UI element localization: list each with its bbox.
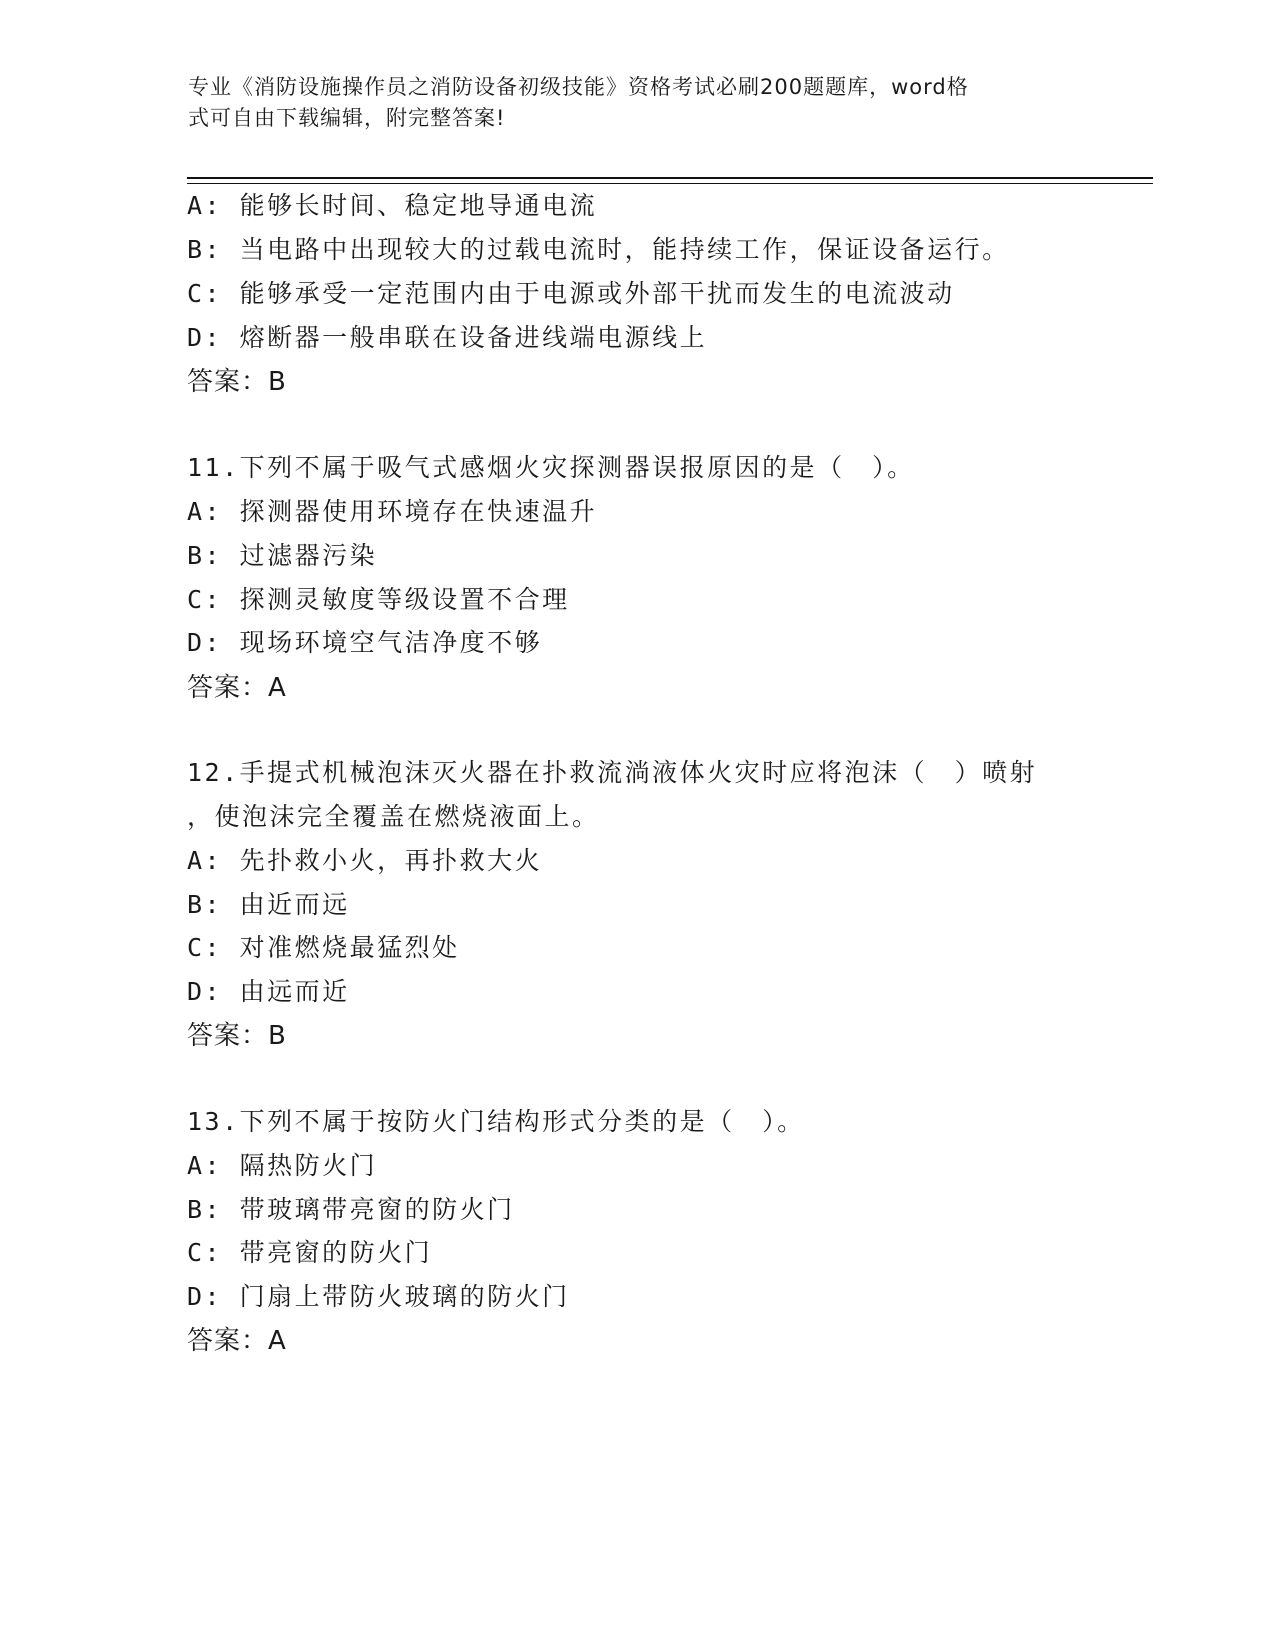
header-divider-thick bbox=[187, 177, 1153, 179]
q12-option-a: A: 先扑救小火，再扑救大火 bbox=[187, 846, 543, 875]
q13-option-a: A: 隔热防火门 bbox=[187, 1151, 378, 1180]
q10-option-d: D: 熔断器一般串联在设备进线端电源线上 bbox=[187, 323, 708, 352]
q10-option-c: C: 能够承受一定范围内由于电源或外部干扰而发生的电流波动 bbox=[187, 279, 955, 308]
q10-answer: 答案：B bbox=[187, 367, 287, 397]
q10-option-b: B: 当电路中出现较大的过载电流时，能持续工作，保证设备运行。 bbox=[187, 235, 1010, 264]
q12-option-b: B: 由近而远 bbox=[187, 890, 350, 919]
q12-stem-line-2: ，使泡沫完全覆盖在燃烧液面上。 bbox=[187, 802, 600, 831]
q12-option-d: D: 由远而近 bbox=[187, 977, 350, 1006]
document-header bbox=[188, 72, 1068, 134]
q13-option-b: B: 带玻璃带亮窗的防火门 bbox=[187, 1195, 515, 1224]
q11-option-d: D: 现场环境空气洁净度不够 bbox=[187, 628, 543, 657]
q12-stem-line-1: 12.手提式机械泡沫灭火器在扑救流淌液体火灾时应将泡沫（ ）喷射 bbox=[187, 758, 1038, 787]
q11-option-b: B: 过滤器污染 bbox=[187, 541, 378, 570]
q13-stem: 13.下列不属于按防火门结构形式分类的是（ ）。 bbox=[187, 1107, 805, 1136]
q13-option-c: C: 带亮窗的防火门 bbox=[187, 1238, 433, 1267]
q13-answer: 答案：A bbox=[187, 1326, 287, 1356]
q12-option-c: C: 对准燃烧最猛烈处 bbox=[187, 933, 460, 962]
header-line-1: 专业《消防设施操作员之消防设备初级技能》资格考试必刷200题题库，word格 bbox=[188, 75, 969, 99]
q10-option-a: A: 能够长时间、稳定地导通电流 bbox=[187, 191, 598, 220]
q11-answer: 答案：A bbox=[187, 673, 287, 703]
q12-answer: 答案：B bbox=[187, 1021, 287, 1051]
q11-option-a: A: 探测器使用环境存在快速温升 bbox=[187, 497, 598, 526]
header-line-2: 式可自由下载编辑，附完整答案! bbox=[188, 106, 506, 130]
q11-stem: 11.下列不属于吸气式感烟火灾探测器误报原因的是（ ）。 bbox=[187, 453, 915, 482]
q11-option-c: C: 探测灵敏度等级设置不合理 bbox=[187, 585, 570, 614]
header-divider-thin bbox=[187, 183, 1153, 184]
q13-option-d: D: 门扇上带防火玻璃的防火门 bbox=[187, 1282, 570, 1311]
